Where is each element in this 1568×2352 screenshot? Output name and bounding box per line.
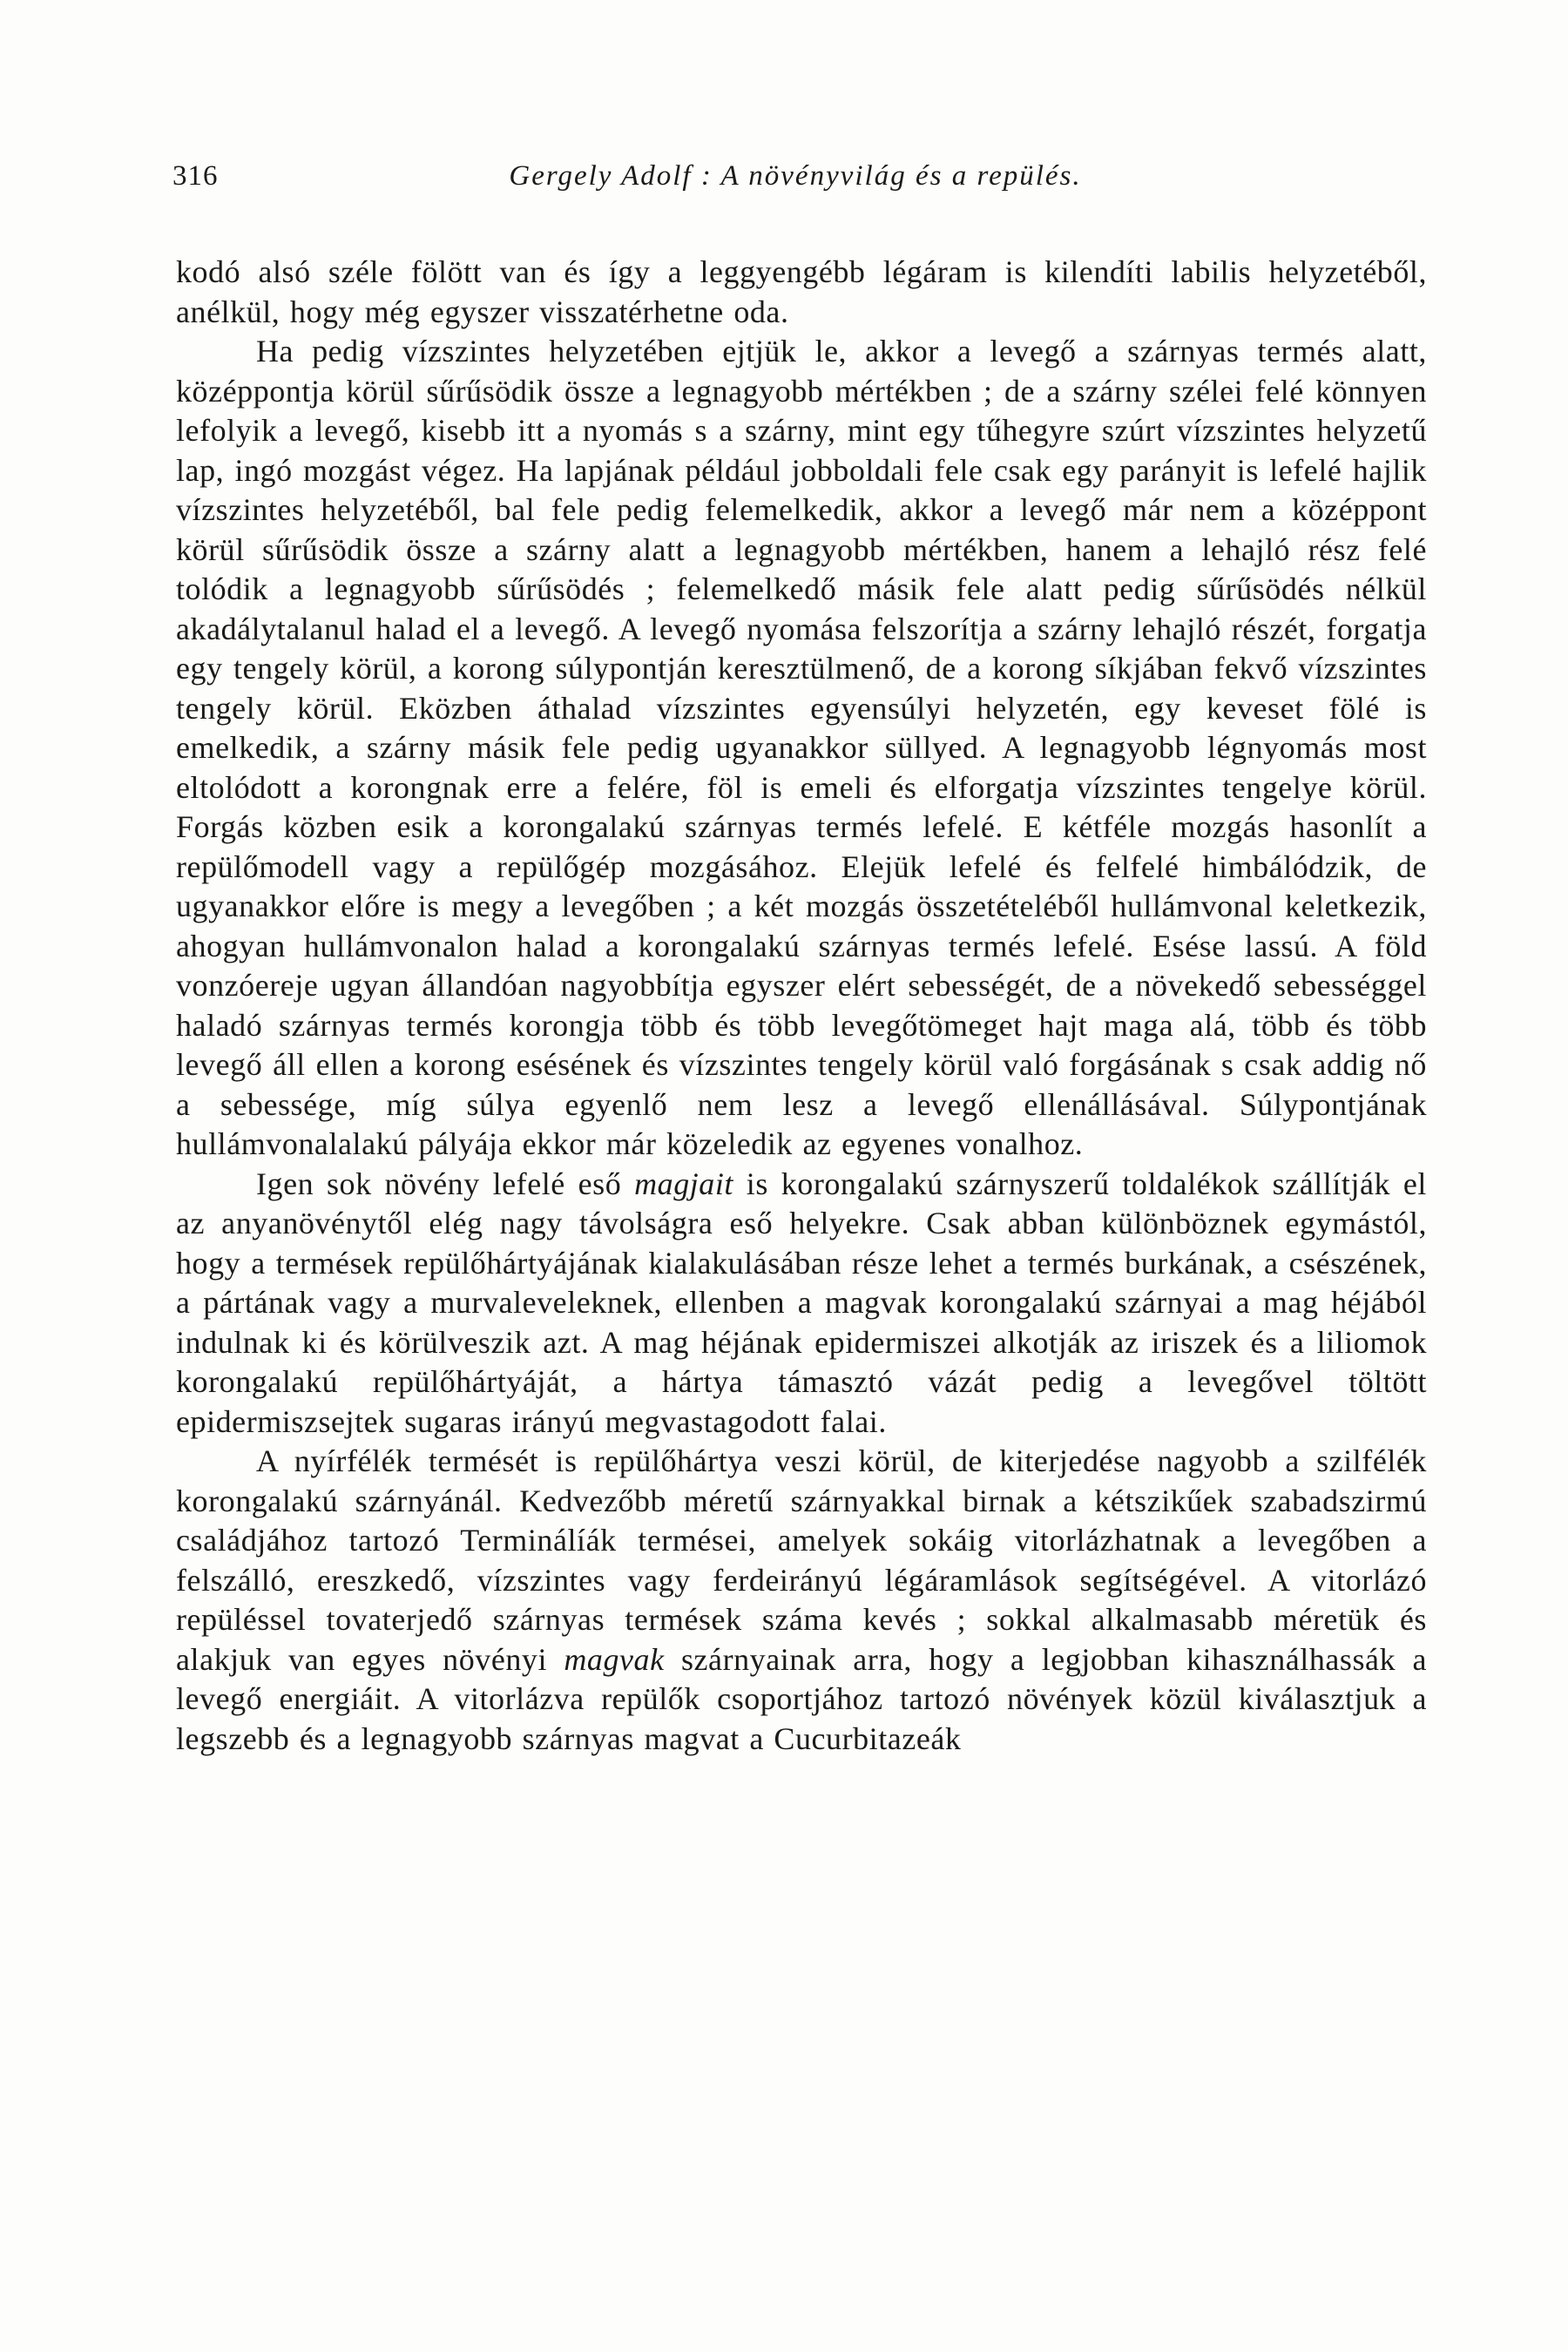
emphasis-magjait: magjait — [634, 1166, 733, 1201]
body-text — [176, 253, 1427, 1759]
paragraph-3-text-after: is korongalakú szárnyszerű toldalékok szállítják el az anyanövénytől elég nagy távolságra eső helyekre. Csak abban különböznek egymástól, hogy a termések repülőhártyájának kialakulásában része lehet a termés burkának, a csészének, a pártának vagy a murvaleveleknek, ellenben a magvak korongalakú szárnyai a mag héjából indulnak ki és körülveszik azt. A mag héjának epidermiszei alkotják az iriszek és a liliomok korongalakú repülőhártyáját, a hártya támasztó vázát pedig a levegővel töltött epidermiszsejtek sugaras irányú megvastagodott falai. — [176, 1166, 1427, 1439]
paragraph-4 — [176, 1442, 1427, 1759]
paragraph-1: kodó alsó széle fölött van és így a leggyengébb légáram is kilendíti labilis helyzetéből, anélkül, hogy még egyszer visszatérhetne oda. — [176, 254, 1427, 329]
running-title: Gergely Adolf : A növényvilág és a repülés. — [509, 160, 1082, 192]
emphasis-magvak: magvak — [564, 1641, 665, 1677]
paragraph-2: Ha pedig vízszintes helyzetében ejtjük le, akkor a levegő a szárnyas termés alatt, középpontja körül sűrűsödik össze a legnagyobb mértékben ; de a szárny szélei felé könnyen lefolyik a levegő, kisebb itt a nyomás s a szárny, mint egy tűhegyre szúrt vízszintes helyzetű lap, ingó mozgást végez. Ha lapjának például jobboldali fele csak egy parányit is lefelé hajlik vízszintes helyzetéből, bal fele pedig felemelkedik, akkor a levegő már nem a középpont körül sűrűsödik össze a szárny alatt a legnagyobb mértékben, hanem a lehajló rész felé tolódik a legnagyobb sűrűsödés ; felemelkedő másik fele alatt pedig sűrűsödés nélkül akadálytalanul halad el a levegő. A levegő nyomása felszorítja a szárny lehajló részét, forgatja egy tengely körül, a korong súlypontján keresztülmenő, de a korong síkjában fekvő vízszintes tengely körül. Eközben áthalad vízszintes egyensúlyi helyzetén, egy keveset fölé is emelkedik, a szárny másik fele pedig ugyanakkor süllyed. A legnagyobb légnyomás most eltolódott a korongnak erre a felére, föl is emeli és elforgatja vízszintes tengelye körül. Forgás közben esik a korongalakú szárnyas termés lefelé. E kétféle mozgás hasonlít a repülőmodell vagy a repülőgép mozgásához. Elejük lefelé és felfelé himbálódzik, de ugyanakkor előre is megy a levegőben ; a két mozgás összetételéből hullámvonal keletkezik, ahogyan hullámvonalon halad a korongalakú szárnyas termés lefelé. Esése lassú. A föld vonzóereje ugyan állandóan nagyobbítja egyszer elért sebességét, de a növekedő sebességgel haladó szárnyas termés korongja több és több levegőtömeget hajt maga alá, több és több levegő áll ellen a korong esésének és vízszintes tengely körül való forgásának s csak addig nő a sebessége, míg súlya egyenlő nem lesz a levegő ellenállásával. Súlypontjának hullámvonalalakú pályája ekkor már közeledik az egyenes vonalhoz. — [176, 334, 1427, 1161]
paragraph-3 — [176, 1165, 1427, 1443]
page-number: 316 — [172, 160, 219, 192]
page-header — [172, 157, 1418, 195]
paragraph-4-text-before: A nyírfélék termését is repülőhártya veszi körül, de kiterjedése nagyobb a szilfélék korongalakú szárnyánál. Kedvezőbb méretű szárnyakkal birnak a kétszikűek szabadszirmú családjához tartozó Terminálíák termései, amelyek sokáig vitorlázhatnak a levegőben a felszálló, ereszkedő, vízszintes vagy ferdeirányú légáramlások segítségével. A vitorlázó repüléssel tovaterjedő szárnyas termések száma kevés ; sokkal alkalmasabb méretük és alakjuk van egyes növényi — [176, 1443, 1427, 1677]
paragraph-3-text-before: Igen sok növény lefelé eső — [256, 1166, 622, 1201]
paragraph-4-text-after: szárnyainak arra, hogy a legjobban kihasználhassák a levegő energiáit. A vitorlázva repülők csoportjához tartozó növények közül kiválasztjuk a legszebb és a legnagyobb szárnyas magvat a Cucurbitazeák — [176, 1641, 1427, 1756]
